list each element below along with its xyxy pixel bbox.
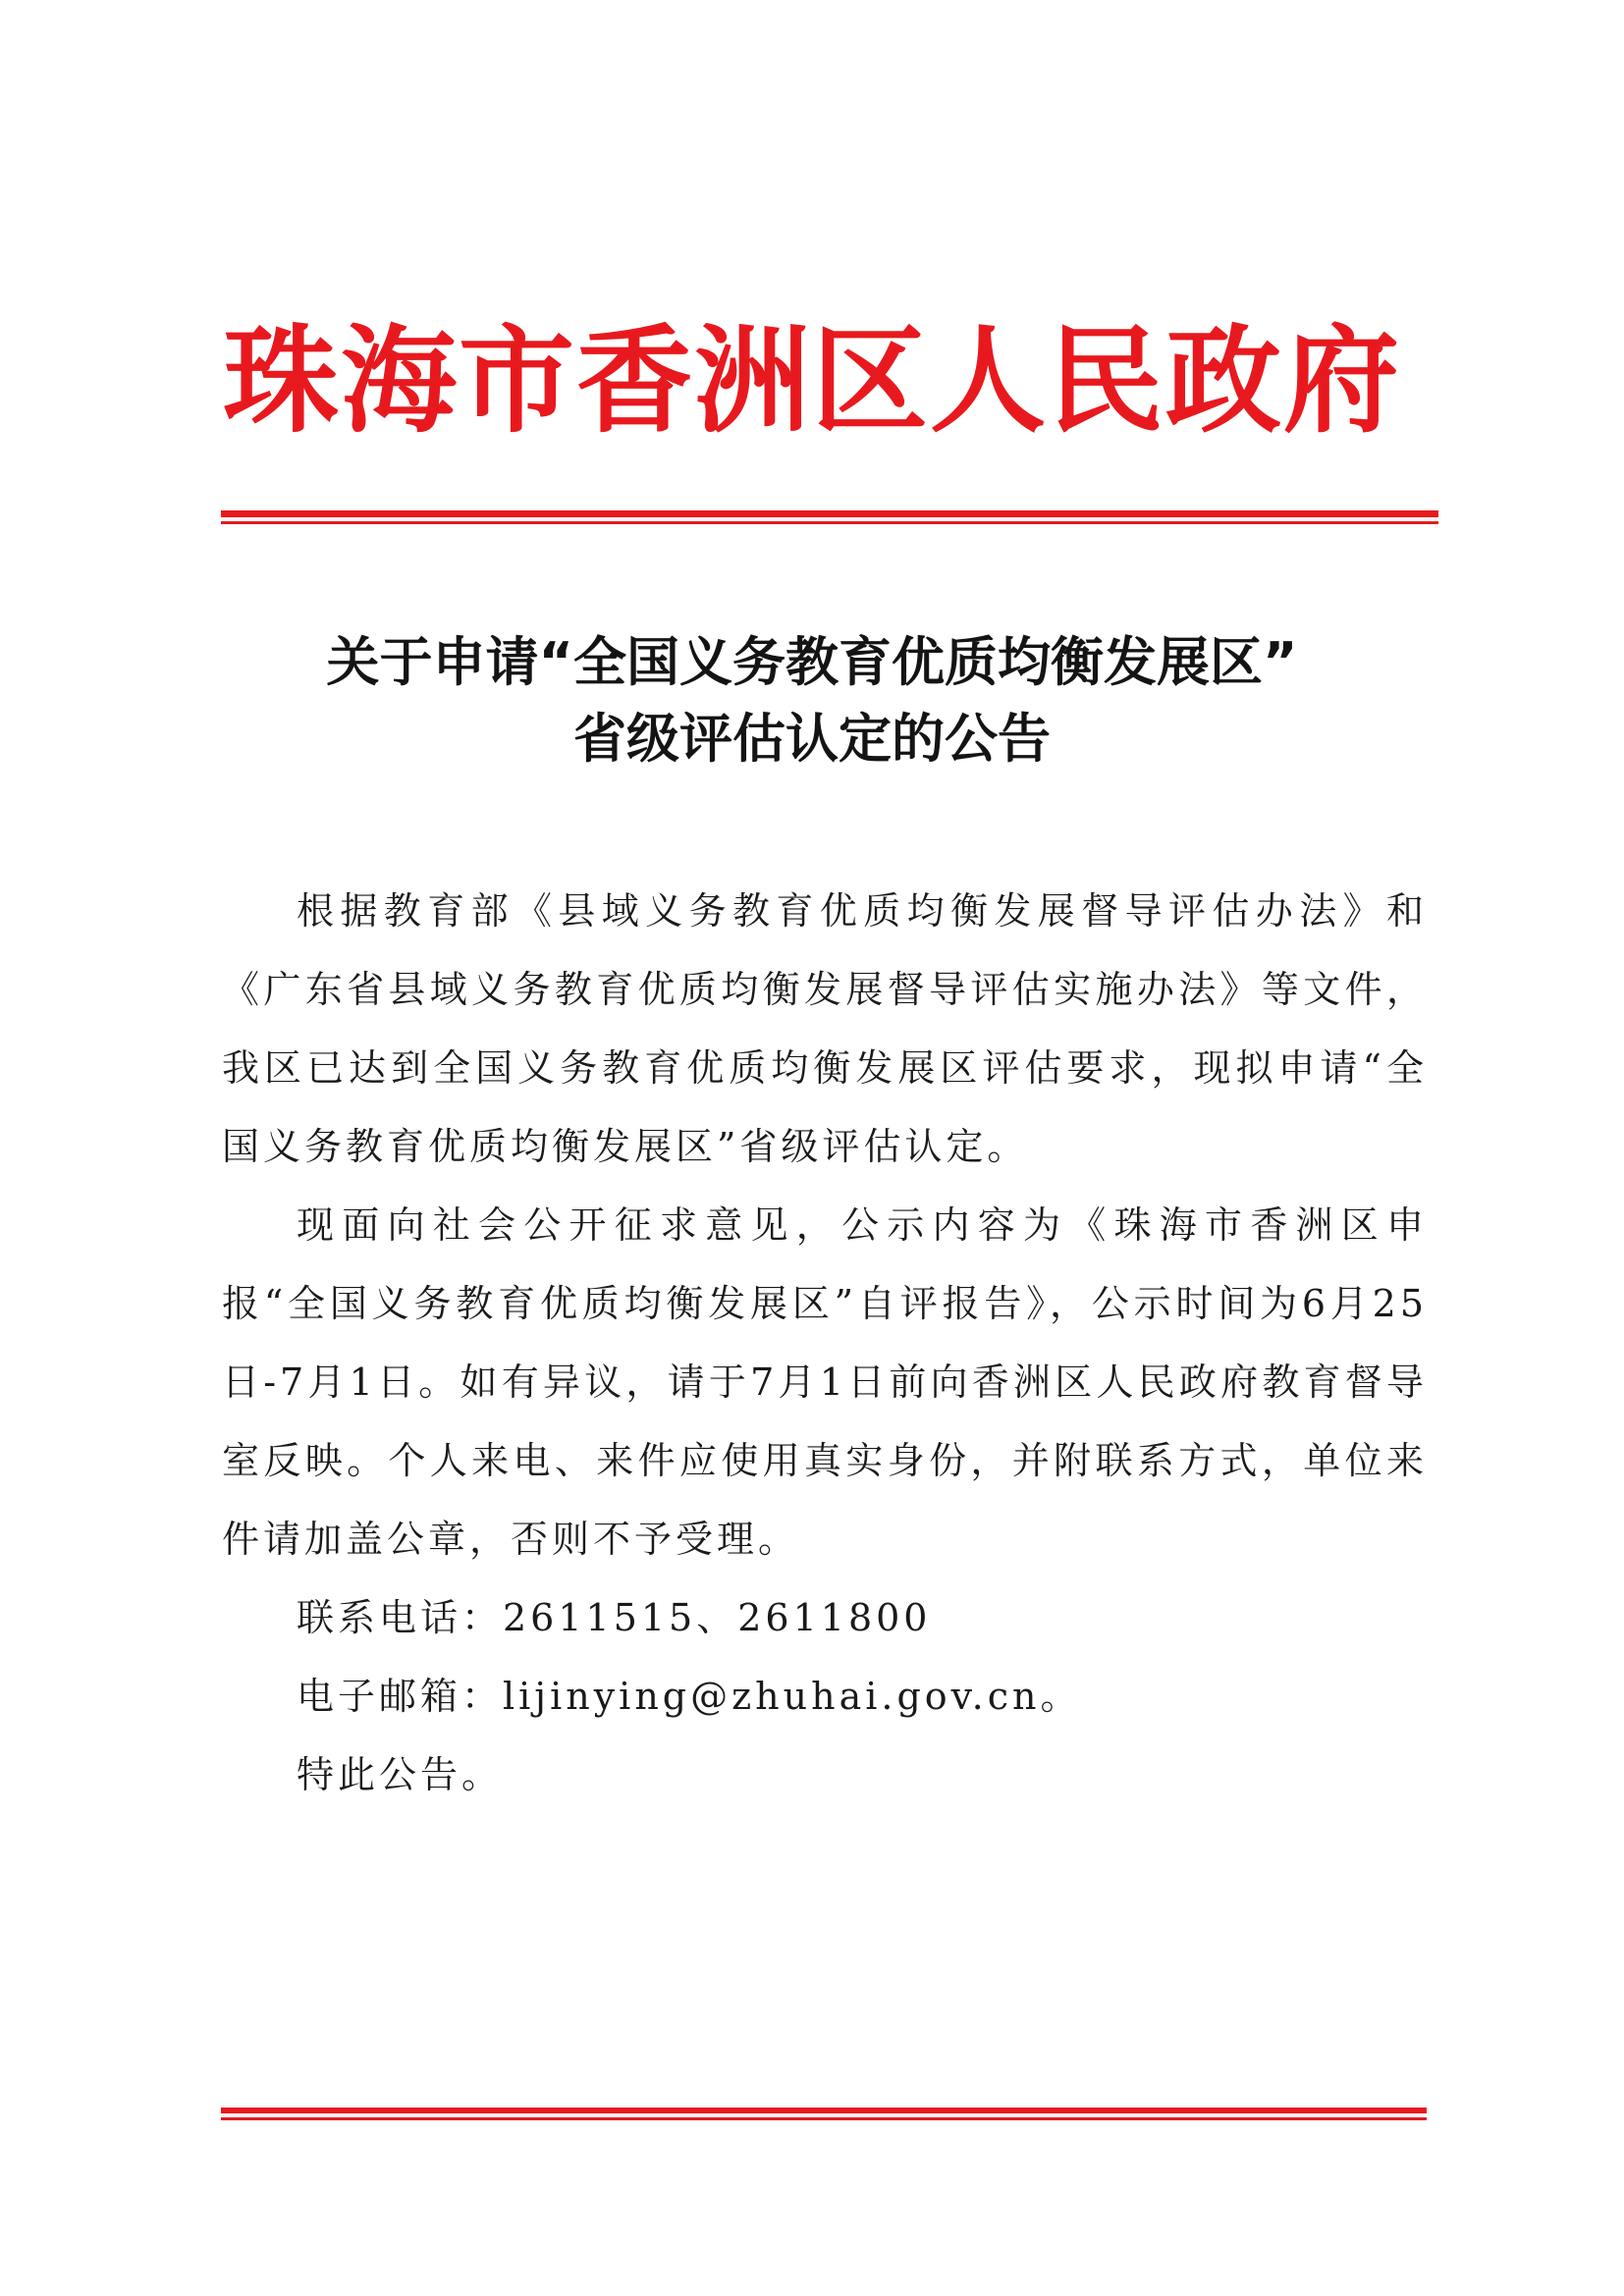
letterhead-red-rule-thick — [221, 510, 1438, 517]
contact-email: 电子邮箱：lijinying@zhuhai.gov.cn。 — [297, 1675, 1082, 1718]
letterhead-org-name: 珠海市香洲区人民政府 — [222, 312, 1401, 449]
body-paragraph-public-comment: 现面向社会公开征求意见，公示内容为《珠海市香洲区申报“全国义务教育优质均衡发展区”自评报告》，公示时间为6月25日-7月1日。如有异议，请于7月1日前向香洲区人民政府教育督导室反映。个人来电、来件应使用真实身份，并附联系方式，单位来件请加盖公章，否则不予受理。 — [222, 1203, 1428, 1561]
body-paragraph-basis: 根据教育部《县域义务教育优质均衡发展督导评估办法》和《广东省县域义务教育优质均衡发展督导评估实施办法》等文件，我区已达到全国义务教育优质均衡发展区评估要求，现拟申请“全国义务教育优质均衡发展区”省级评估认定。 — [222, 889, 1428, 1168]
letterhead-red-rule-thin — [221, 521, 1438, 524]
notice-title-line-1: 关于申请“全国义务教育优质均衡发展区” — [326, 631, 1298, 693]
notice-body — [222, 872, 1428, 1814]
notice-title-line-2: 省级评估认定的公告 — [573, 708, 1051, 770]
notice-title — [196, 624, 1428, 777]
closing-statement: 特此公告。 — [297, 1753, 504, 1796]
footer-red-rule-thick — [221, 2108, 1427, 2113]
contact-phone: 联系电话：2611515、2611800 — [297, 1596, 932, 1639]
footer-red-rule-thin — [221, 2117, 1427, 2120]
